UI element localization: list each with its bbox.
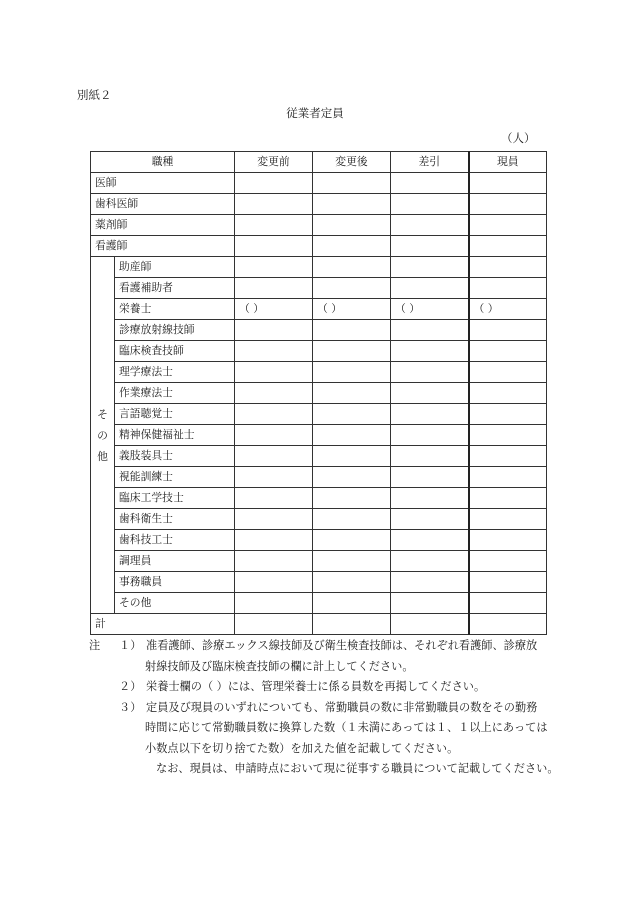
job-label: 事務職員: [115, 572, 235, 593]
cell-after: [313, 173, 391, 194]
notes-label: 注: [89, 639, 101, 652]
note-2-line-1: 栄養士欄の（ ）には、管理栄養士に係る員数を再掲してください。: [146, 680, 486, 693]
table-row: [91, 404, 547, 425]
cell-current: [469, 236, 547, 257]
cell-after: [313, 236, 391, 257]
cell-current: [469, 194, 547, 215]
cell-diff: [391, 215, 469, 236]
group-label-char: の: [97, 428, 108, 442]
table-header-row: [91, 152, 547, 173]
table-row: [91, 530, 547, 551]
note-3-number: ３）: [119, 700, 142, 714]
note-1-number: １）: [119, 639, 142, 652]
cell-after: [313, 257, 391, 278]
cell-diff: [391, 509, 469, 530]
job-label: 看護師: [91, 236, 235, 257]
table-row: [91, 509, 547, 530]
table-row: [91, 362, 547, 383]
cell-current: [469, 320, 547, 341]
cell-current: [469, 593, 547, 614]
cell-after: [313, 362, 391, 383]
cell-diff: [391, 488, 469, 509]
cell-after: [313, 320, 391, 341]
cell-before: [235, 593, 313, 614]
cell-current: [469, 257, 547, 278]
cell-diff: [391, 425, 469, 446]
group-label-other: [91, 257, 115, 614]
cell-diff: [391, 614, 469, 635]
note-3-line-2: 時間に応じて常勤職員数に換算した数（１未満にあっては１、１以上にあっては: [145, 721, 548, 734]
cell-diff: [391, 341, 469, 362]
cell-after: [313, 215, 391, 236]
table-row: [91, 257, 547, 278]
cell-diff: [391, 404, 469, 425]
table-row: [91, 383, 547, 404]
job-label: 診療放射線技師: [115, 320, 235, 341]
table-row: [91, 341, 547, 362]
table-row: [91, 467, 547, 488]
job-label: 栄養士: [115, 299, 235, 320]
cell-after: [313, 383, 391, 404]
job-label: 歯科医師: [91, 194, 235, 215]
cell-diff: [391, 320, 469, 341]
job-label: 調理員: [115, 551, 235, 572]
table-row: [91, 299, 547, 320]
job-label: 作業療法士: [115, 383, 235, 404]
job-label: 精神保健福祉士: [115, 425, 235, 446]
cell-after: [313, 530, 391, 551]
cell-after: [313, 593, 391, 614]
cell-before: [235, 551, 313, 572]
cell-diff: （ ）: [391, 299, 469, 320]
cell-before: [235, 320, 313, 341]
cell-diff: [391, 593, 469, 614]
header-difference: 差引: [391, 152, 469, 173]
unit-label: （人）: [501, 131, 536, 145]
cell-diff: [391, 572, 469, 593]
cell-after: [313, 446, 391, 467]
cell-before: [235, 404, 313, 425]
cell-diff: [391, 467, 469, 488]
table-row: [91, 593, 547, 614]
group-label-char: そ: [97, 407, 108, 421]
cell-current: [469, 467, 547, 488]
cell-current: [469, 551, 547, 572]
cell-current: [469, 215, 547, 236]
cell-before: [235, 467, 313, 488]
cell-diff: [391, 530, 469, 551]
job-label: 助産師: [115, 257, 235, 278]
cell-after: [313, 551, 391, 572]
job-label: 医師: [91, 173, 235, 194]
cell-current: [469, 383, 547, 404]
job-label: 歯科技工士: [115, 530, 235, 551]
annex-label: 別紙２: [77, 88, 112, 102]
cell-after: [313, 278, 391, 299]
table-row: [91, 194, 547, 215]
table-row: [91, 446, 547, 467]
cell-after: [313, 467, 391, 488]
table-row: [91, 173, 547, 194]
cell-diff: [391, 446, 469, 467]
job-label: 臨床検査技師: [115, 341, 235, 362]
table-row: [91, 551, 547, 572]
cell-after: [313, 194, 391, 215]
header-before-change: 変更前: [235, 152, 313, 173]
cell-after: （ ）: [313, 299, 391, 320]
cell-before: [235, 509, 313, 530]
cell-diff: [391, 173, 469, 194]
cell-diff: [391, 362, 469, 383]
cell-diff: [391, 551, 469, 572]
cell-current: [469, 530, 547, 551]
note-1-line-1: 准看護師、診療エックス線技師及び衛生検査技師は、それぞれ看護師、診療放: [146, 639, 538, 652]
cell-before: [235, 278, 313, 299]
table-row: [91, 236, 547, 257]
cell-current: [469, 572, 547, 593]
job-label: その他: [115, 593, 235, 614]
cell-current: [469, 362, 547, 383]
cell-before: [235, 236, 313, 257]
total-row: [91, 614, 547, 635]
note-2-number: ２）: [119, 680, 142, 693]
cell-before: [235, 341, 313, 362]
staff-table: [90, 151, 547, 635]
notes-footer: なお、現員は、申請時点において現に従事する職員について記載してください。: [156, 762, 559, 775]
cell-after: [313, 404, 391, 425]
job-label: 義肢装具士: [115, 446, 235, 467]
document-title: 従業者定員: [286, 106, 344, 120]
cell-diff: [391, 194, 469, 215]
cell-before: [235, 530, 313, 551]
cell-before: [235, 614, 313, 635]
cell-before: （ ）: [235, 299, 313, 320]
cell-current: [469, 404, 547, 425]
notes-section: [89, 636, 564, 780]
header-job-type: 職種: [91, 152, 235, 173]
header-after-change: 変更後: [313, 152, 391, 173]
cell-current: [469, 446, 547, 467]
cell-after: [313, 425, 391, 446]
cell-after: [313, 341, 391, 362]
table-row: [91, 572, 547, 593]
cell-before: [235, 446, 313, 467]
cell-before: [235, 362, 313, 383]
cell-before: [235, 488, 313, 509]
table-row: [91, 215, 547, 236]
cell-current: （ ）: [469, 299, 547, 320]
cell-before: [235, 425, 313, 446]
cell-current: [469, 341, 547, 362]
table-row: [91, 278, 547, 299]
table-body: [91, 173, 547, 635]
table-row: [91, 425, 547, 446]
cell-diff: [391, 383, 469, 404]
table-row: [91, 488, 547, 509]
job-label: 言語聴覚士: [115, 404, 235, 425]
cell-diff: [391, 236, 469, 257]
cell-current: [469, 509, 547, 530]
header-current-staff: 現員: [469, 152, 547, 173]
cell-after: [313, 509, 391, 530]
cell-after: [313, 572, 391, 593]
cell-current: [469, 173, 547, 194]
job-label: 理学療法士: [115, 362, 235, 383]
cell-after: [313, 614, 391, 635]
cell-before: [235, 194, 313, 215]
job-label: 臨床工学技士: [115, 488, 235, 509]
cell-before: [235, 383, 313, 404]
note-1-line-2: 射線技師及び臨床検査技師の欄に計上してください。: [145, 659, 414, 673]
cell-diff: [391, 257, 469, 278]
cell-current: [469, 278, 547, 299]
table-row: [91, 320, 547, 341]
cell-after: [313, 488, 391, 509]
note-3-line-3: 小数点以下を切り捨てた数）を加えた値を記載してください。: [145, 741, 459, 755]
cell-before: [235, 257, 313, 278]
job-label: 薬剤師: [91, 215, 235, 236]
cell-before: [235, 572, 313, 593]
job-label: 歯科衛生士: [115, 509, 235, 530]
cell-current: [469, 425, 547, 446]
job-label: 看護補助者: [115, 278, 235, 299]
cell-before: [235, 173, 313, 194]
total-label: 計: [91, 614, 235, 635]
cell-before: [235, 215, 313, 236]
cell-current: [469, 614, 547, 635]
job-label: 視能訓練士: [115, 467, 235, 488]
cell-diff: [391, 278, 469, 299]
note-3-line-1: 定員及び現員のいずれについても、常勤職員の数に非常勤職員の数をその勤務: [146, 700, 538, 714]
cell-current: [469, 488, 547, 509]
group-label-char: 他: [97, 449, 108, 463]
